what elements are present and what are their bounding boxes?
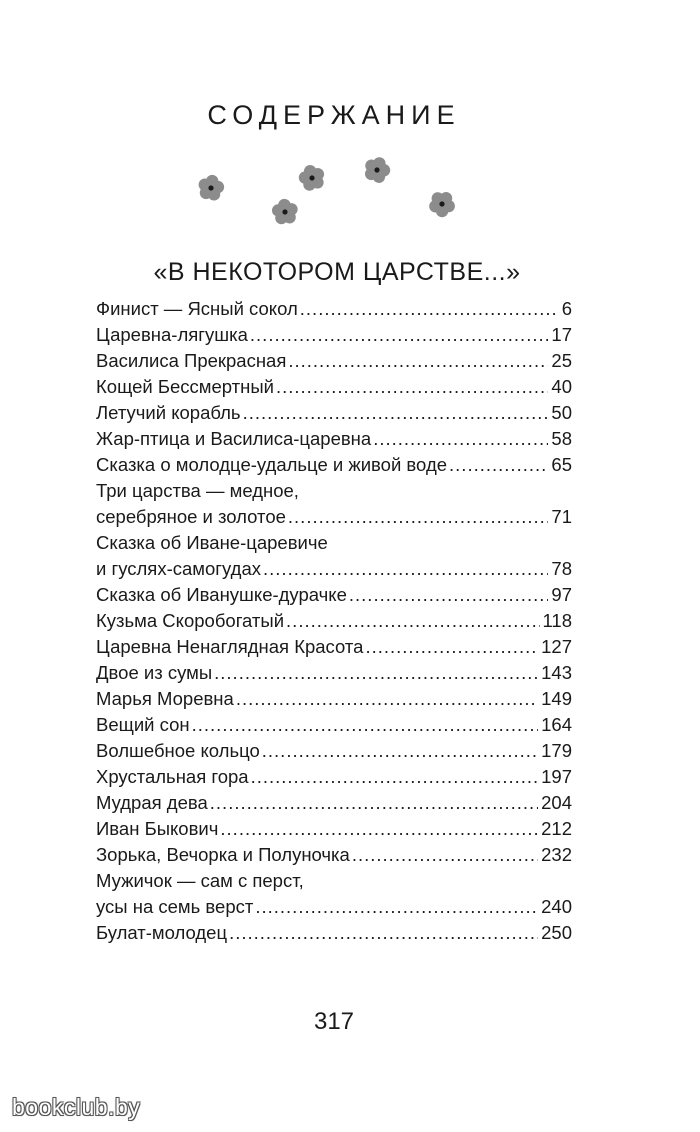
toc-entry-title-line: Мужичок — сам с перст, — [96, 870, 304, 891]
toc-entry-row — [96, 842, 572, 868]
toc-entry-row — [96, 374, 572, 400]
toc-entry-row — [96, 322, 572, 348]
dot-leader — [288, 504, 549, 530]
toc-entry-page: 164 — [541, 714, 572, 735]
toc-entry-row — [96, 738, 572, 764]
toc-entry-page: 240 — [541, 896, 572, 917]
toc-entry-row — [96, 452, 572, 478]
flower-icon — [361, 153, 394, 185]
toc-entry-row — [96, 894, 572, 920]
dot-leader — [373, 426, 548, 452]
toc-entry — [96, 920, 572, 946]
dot-leader — [220, 816, 538, 842]
toc-entry-row — [96, 790, 572, 816]
toc-entry-page: 197 — [541, 766, 572, 787]
dot-leader — [250, 322, 549, 348]
toc-entry-page: 25 — [551, 350, 572, 371]
toc-entry-page: 212 — [541, 818, 572, 839]
toc-entry-title-line: усы на семь верст — [96, 896, 254, 917]
toc-entry — [96, 764, 572, 790]
toc-entry-page: 40 — [551, 376, 572, 397]
dot-leader — [365, 634, 538, 660]
toc-entry-page: 179 — [541, 740, 572, 761]
dot-leader — [349, 582, 549, 608]
toc-entry — [96, 478, 572, 530]
table-of-contents — [96, 296, 572, 946]
dot-leader — [263, 556, 548, 582]
toc-entry — [96, 660, 572, 686]
flower-icon — [425, 186, 460, 221]
toc-entry-title-line: Иван Быкович — [96, 818, 219, 839]
toc-entry-page: 78 — [551, 558, 572, 579]
toc-entry — [96, 322, 572, 348]
toc-entry-page: 204 — [541, 792, 572, 813]
toc-entry-row — [96, 400, 572, 426]
watermark: bookclub.by — [12, 1094, 141, 1120]
flower-icon — [296, 162, 327, 193]
toc-entry — [96, 452, 572, 478]
toc-entry-row — [96, 556, 572, 582]
toc-entry-row — [96, 764, 572, 790]
toc-entry-page: 149 — [541, 688, 572, 709]
flower-icon — [196, 173, 226, 202]
toc-entry — [96, 530, 572, 582]
toc-entry-row — [96, 712, 572, 738]
toc-entry-page: 58 — [551, 428, 572, 449]
toc-entry-page: 71 — [551, 506, 572, 527]
dot-leader — [352, 842, 538, 868]
toc-entry-title-line: Сказка об Иванушке-дурачке — [96, 584, 347, 605]
toc-entry — [96, 712, 572, 738]
toc-entry — [96, 296, 572, 322]
toc-entry-title-line: Марья Моревна — [96, 688, 234, 709]
toc-entry-row — [96, 686, 572, 712]
toc-entry-page: 6 — [561, 298, 572, 319]
dot-leader — [236, 686, 538, 712]
toc-entry-page: 127 — [541, 636, 572, 657]
toc-entry-title-line: Сказка о молодце-удальце и живой воде — [96, 454, 448, 475]
toc-entry — [96, 634, 572, 660]
dot-leader — [255, 894, 538, 920]
toc-entry-page: 50 — [551, 402, 572, 423]
toc-entry-title-line: Мудрая дева — [96, 792, 208, 813]
toc-entry-title-line: и гуслях-самогудах — [96, 558, 262, 579]
flower-icon — [271, 198, 299, 225]
toc-entry-title-line: Летучий корабль — [96, 402, 241, 423]
toc-entry-title-line: Хрустальная гора — [96, 766, 249, 787]
dot-leader — [251, 764, 539, 790]
toc-entry-title-line: Булат-молодец — [96, 922, 228, 943]
toc-entry — [96, 400, 572, 426]
toc-entry-title-line: Волшебное кольцо — [96, 740, 260, 761]
toc-entry-row — [96, 296, 572, 322]
toc-entry — [96, 842, 572, 868]
toc-entry-title-line: Василиса Прекрасная — [96, 350, 287, 371]
toc-entry-page: 143 — [541, 662, 572, 683]
toc-entry — [96, 348, 572, 374]
dot-leader — [210, 790, 538, 816]
toc-entry-title-line: Кощей Бессмертный — [96, 376, 274, 397]
toc-entry-row — [96, 660, 572, 686]
toc-entry-row — [96, 920, 572, 946]
toc-entry — [96, 582, 572, 608]
dot-leader — [288, 348, 548, 374]
toc-entry-title-line: Три царства — медное, — [96, 480, 299, 501]
toc-entry — [96, 790, 572, 816]
section-title: «В НЕКОТОРОМ ЦАРСТВЕ...» — [153, 258, 521, 286]
toc-entry-title-line: серебряное и золотое — [96, 506, 286, 527]
dot-leader — [229, 920, 538, 946]
toc-entry-title-line: Царевна Ненаглядная Красота — [96, 636, 364, 657]
toc-entry-title-line: Двое из сумы — [96, 662, 213, 683]
toc-entry-title-line: Царевна-лягушка — [96, 324, 248, 345]
toc-entry — [96, 868, 572, 920]
dot-leader — [243, 400, 549, 426]
toc-entry — [96, 816, 572, 842]
toc-entry-row — [96, 426, 572, 452]
toc-entry-title-line: Жар-птица и Василиса-царевна — [96, 428, 372, 449]
toc-entry-title-line: Сказка об Иване-царевиче — [96, 532, 328, 553]
dot-leader — [276, 374, 548, 400]
toc-entry-row — [96, 634, 572, 660]
toc-entry-page: 250 — [541, 922, 572, 943]
toc-entry — [96, 608, 572, 634]
dot-leader — [286, 608, 539, 634]
toc-entry-page: 17 — [551, 324, 572, 345]
toc-entry-title-line: Финист — Ясный сокол — [96, 298, 298, 319]
dot-leader — [449, 452, 548, 478]
toc-entry-row — [96, 348, 572, 374]
dot-leader — [300, 296, 559, 322]
toc-entry-page: 232 — [541, 844, 572, 865]
toc-entry-page: 118 — [542, 610, 572, 631]
page-number: 317 — [313, 1008, 355, 1035]
dot-leader — [192, 712, 539, 738]
toc-entry-page: 65 — [551, 454, 572, 475]
toc-entry-page: 97 — [551, 584, 572, 605]
toc-entry-title-line: Кузьма Скоробогатый — [96, 610, 285, 631]
toc-entry-row — [96, 608, 572, 634]
toc-entry — [96, 374, 572, 400]
toc-entry-title-line: Зорька, Вечорка и Полуночка — [96, 844, 350, 865]
toc-entry-title-line: Вещий сон — [96, 714, 190, 735]
page-title: СОДЕРЖАНИЕ — [207, 100, 461, 130]
toc-entry — [96, 738, 572, 764]
dot-leader — [262, 738, 538, 764]
toc-entry — [96, 686, 572, 712]
toc-entry-row — [96, 504, 572, 530]
toc-entry-row — [96, 582, 572, 608]
toc-entry-row — [96, 816, 572, 842]
toc-entry — [96, 426, 572, 452]
dot-leader — [214, 660, 538, 686]
